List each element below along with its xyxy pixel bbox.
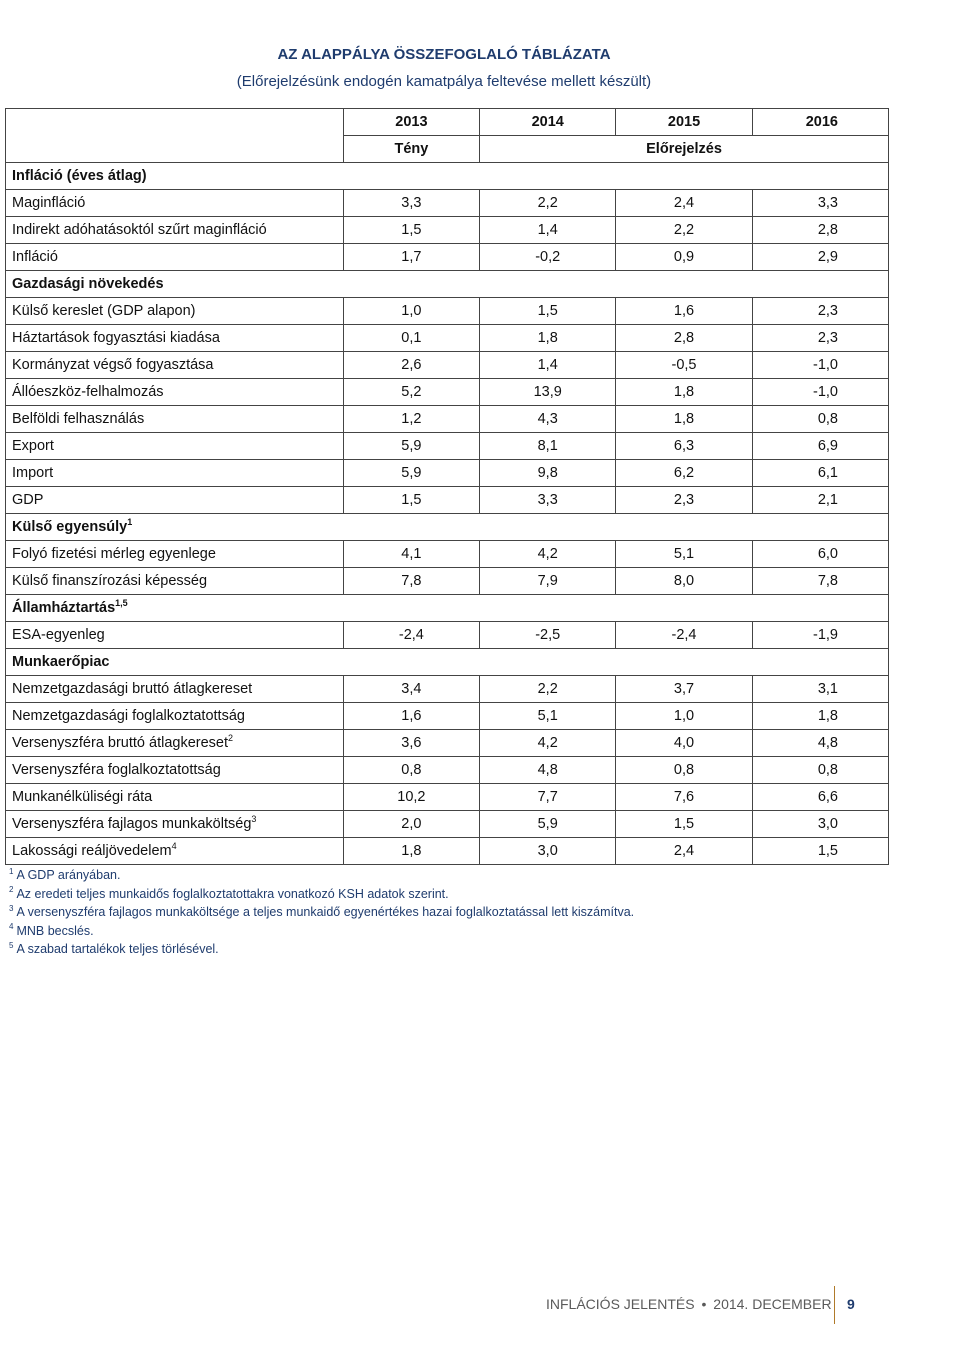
value-cell-2014: -0,2	[480, 244, 616, 271]
header-actual: Tény	[343, 136, 479, 163]
value-cell-2016: 6,6	[752, 784, 888, 811]
footnote-text: A szabad tartalékok teljes törlésével.	[16, 942, 219, 956]
row-label: Export	[12, 438, 54, 454]
row-label: Versenyszféra foglalkoztatottság	[12, 762, 221, 778]
page-footer	[546, 1296, 832, 1312]
value-cell-2014: 3,3	[480, 487, 616, 514]
footer-date: 2014. DECEMBER	[713, 1296, 832, 1312]
header-empty-cell	[6, 136, 344, 163]
section-label: Infláció (éves átlag)	[12, 168, 147, 184]
row-label-cell	[6, 433, 344, 460]
value-cell-2013: 0,1	[343, 325, 479, 352]
value-cell-2013: 1,5	[343, 487, 479, 514]
table-row	[6, 622, 889, 649]
table-row	[6, 838, 889, 865]
value-cell-2013: 2,0	[343, 811, 479, 838]
value-cell-2016: 6,1	[752, 460, 888, 487]
table-row	[6, 676, 889, 703]
value-cell-2014: 4,8	[480, 757, 616, 784]
value-cell-2015: 1,8	[616, 379, 752, 406]
row-label-cell	[6, 568, 344, 595]
header-row-type	[6, 136, 889, 163]
value-cell-2015: 1,6	[616, 298, 752, 325]
value-cell-2015: 5,1	[616, 541, 752, 568]
footnote-marker: 1,5	[115, 598, 128, 609]
section-label: Államháztartás	[12, 600, 116, 616]
value-cell-2013: 5,9	[343, 460, 479, 487]
value-cell-2015: 0,8	[616, 757, 752, 784]
row-label-cell	[6, 730, 344, 757]
footnote-text: A versenyszféra fajlagos munkaköltsége a teljes munkaidő egyenértékes hazai foglalkoztatással lett kiszámítva.	[16, 905, 635, 919]
footnote-marker: 3	[251, 814, 257, 825]
value-cell-2015: 2,3	[616, 487, 752, 514]
value-cell-2015: 0,9	[616, 244, 752, 271]
value-cell-2014: 3,0	[480, 838, 616, 865]
value-cell-2014: 7,7	[480, 784, 616, 811]
footer-separator	[834, 1286, 835, 1324]
footnote-marker: 4	[171, 841, 177, 852]
value-cell-2014: 1,4	[480, 352, 616, 379]
table-row	[6, 298, 889, 325]
row-label: Versenyszféra fajlagos munkaköltség	[12, 816, 252, 832]
row-label-cell	[6, 244, 344, 271]
table-row	[6, 325, 889, 352]
table-row	[6, 757, 889, 784]
value-cell-2015: 2,4	[616, 838, 752, 865]
row-label-cell	[6, 190, 344, 217]
value-cell-2013: 3,6	[343, 730, 479, 757]
value-cell-2015: 6,3	[616, 433, 752, 460]
row-label: Háztartások fogyasztási kiadása	[12, 330, 220, 346]
footnote	[9, 866, 634, 885]
value-cell-2014: 2,2	[480, 190, 616, 217]
value-cell-2014: 4,3	[480, 406, 616, 433]
table-row	[6, 406, 889, 433]
value-cell-2016: 6,0	[752, 541, 888, 568]
footnote	[9, 903, 634, 922]
value-cell-2013: 2,6	[343, 352, 479, 379]
footer-publication: INFLÁCIÓS JELENTÉS	[546, 1296, 695, 1312]
value-cell-2016: 0,8	[752, 757, 888, 784]
footnote-number: 3	[9, 903, 14, 913]
value-cell-2013: 7,8	[343, 568, 479, 595]
row-label-cell	[6, 325, 344, 352]
row-label: Infláció	[12, 249, 58, 265]
page-subtitle: (Előrejelzésünk endogén kamatpálya feltevése mellett készült)	[236, 73, 652, 90]
header-empty-cell	[6, 109, 344, 136]
row-label-cell	[6, 784, 344, 811]
value-cell-2013: 1,2	[343, 406, 479, 433]
row-label: Állóeszköz-felhalmozás	[12, 384, 164, 400]
value-cell-2013: 4,1	[343, 541, 479, 568]
footnote-text: A GDP arányában.	[16, 868, 121, 882]
table-row	[6, 379, 889, 406]
value-cell-2016: 1,5	[752, 838, 888, 865]
value-cell-2016: 7,8	[752, 568, 888, 595]
value-cell-2016: 3,3	[752, 190, 888, 217]
table-row	[6, 352, 889, 379]
footnote	[9, 885, 634, 904]
footnotes	[9, 866, 634, 959]
value-cell-2015: 2,2	[616, 217, 752, 244]
footnote-text: Az eredeti teljes munkaidős foglalkoztatottakra vonatkozó KSH adatok szerint.	[16, 886, 449, 901]
table-row	[6, 811, 889, 838]
value-cell-2016: 0,8	[752, 406, 888, 433]
page-number: 9	[847, 1296, 855, 1312]
value-cell-2016: 2,8	[752, 217, 888, 244]
header-year-2015: 2015	[616, 109, 752, 136]
value-cell-2015: 2,8	[616, 325, 752, 352]
summary-table	[5, 108, 889, 865]
value-cell-2015: 4,0	[616, 730, 752, 757]
value-cell-2016: -1,0	[752, 379, 888, 406]
value-cell-2013: 10,2	[343, 784, 479, 811]
value-cell-2013: 1,8	[343, 838, 479, 865]
value-cell-2014: 5,1	[480, 703, 616, 730]
table-row	[6, 730, 889, 757]
value-cell-2013: 0,8	[343, 757, 479, 784]
value-cell-2014: 9,8	[480, 460, 616, 487]
footnote-number: 4	[9, 922, 14, 932]
value-cell-2014: 7,9	[480, 568, 616, 595]
row-label: Külső finanszírozási képesség	[12, 573, 208, 589]
table-row	[6, 568, 889, 595]
table-row	[6, 541, 889, 568]
footnote	[9, 922, 634, 941]
value-cell-2015: 1,5	[616, 811, 752, 838]
value-cell-2015: 1,8	[616, 406, 752, 433]
value-cell-2013: 1,7	[343, 244, 479, 271]
row-label: GDP	[12, 492, 44, 508]
value-cell-2015: 1,0	[616, 703, 752, 730]
section-header	[6, 271, 889, 298]
table-row	[6, 460, 889, 487]
row-label-cell	[6, 379, 344, 406]
table-row	[6, 217, 889, 244]
row-label-cell	[6, 406, 344, 433]
row-label: Lakossági reáljövedelem	[12, 843, 172, 859]
value-cell-2016: -1,0	[752, 352, 888, 379]
value-cell-2015: 8,0	[616, 568, 752, 595]
row-label: Maginfláció	[12, 195, 86, 211]
value-cell-2013: 1,0	[343, 298, 479, 325]
footnote-number: 1	[9, 866, 14, 876]
value-cell-2014: 1,5	[480, 298, 616, 325]
value-cell-2016: 2,9	[752, 244, 888, 271]
footnote-text: MNB becslés.	[16, 923, 94, 938]
value-cell-2014: 4,2	[480, 730, 616, 757]
value-cell-2016: 6,9	[752, 433, 888, 460]
value-cell-2014: 1,8	[480, 325, 616, 352]
value-cell-2013: 3,3	[343, 190, 479, 217]
row-label-cell	[6, 622, 344, 649]
value-cell-2016: 2,1	[752, 487, 888, 514]
row-label-cell	[6, 298, 344, 325]
value-cell-2013: 1,5	[343, 217, 479, 244]
table-row	[6, 433, 889, 460]
footnote-marker: 2	[228, 733, 234, 744]
section-header	[6, 163, 889, 190]
value-cell-2016: -1,9	[752, 622, 888, 649]
header-year-2013: 2013	[343, 109, 479, 136]
value-cell-2014: 5,9	[480, 811, 616, 838]
table-row	[6, 487, 889, 514]
row-label: Nemzetgazdasági bruttó átlagkereset	[12, 681, 253, 697]
row-label: Import	[12, 465, 54, 481]
section-header	[6, 649, 889, 676]
row-label: Kormányzat végső fogyasztása	[12, 357, 214, 373]
table-row	[6, 190, 889, 217]
section-header	[6, 514, 889, 541]
row-label: Külső kereslet (GDP alapon)	[12, 303, 196, 319]
value-cell-2014: -2,5	[480, 622, 616, 649]
section-row	[6, 649, 889, 676]
footer-bullet: •	[701, 1296, 707, 1312]
value-cell-2015: 3,7	[616, 676, 752, 703]
value-cell-2013: -2,4	[343, 622, 479, 649]
row-label-cell	[6, 352, 344, 379]
row-label-cell	[6, 460, 344, 487]
row-label: Folyó fizetési mérleg egyenlege	[12, 546, 216, 562]
value-cell-2016: 2,3	[752, 298, 888, 325]
row-label-cell	[6, 838, 344, 865]
value-cell-2015: 2,4	[616, 190, 752, 217]
footnote-number: 5	[9, 940, 14, 950]
section-row	[6, 595, 889, 622]
header-forecast: Előrejelzés	[480, 136, 889, 163]
value-cell-2014: 13,9	[480, 379, 616, 406]
section-header	[6, 595, 889, 622]
footnote	[9, 940, 634, 959]
section-row	[6, 271, 889, 298]
row-label-cell	[6, 541, 344, 568]
header-year-2014: 2014	[480, 109, 616, 136]
value-cell-2015: 6,2	[616, 460, 752, 487]
section-label: Külső egyensúly	[12, 519, 128, 535]
value-cell-2016: 1,8	[752, 703, 888, 730]
row-label: Nemzetgazdasági foglalkoztatottság	[12, 708, 245, 724]
value-cell-2015: -2,4	[616, 622, 752, 649]
row-label-cell	[6, 757, 344, 784]
row-label-cell	[6, 217, 344, 244]
row-label-cell	[6, 487, 344, 514]
row-label: Indirekt adóhatásoktól szűrt maginfláció	[12, 222, 267, 238]
value-cell-2015: 7,6	[616, 784, 752, 811]
section-row	[6, 514, 889, 541]
row-label-cell	[6, 703, 344, 730]
table-row	[6, 703, 889, 730]
row-label: ESA-egyenleg	[12, 627, 105, 643]
value-cell-2016: 2,3	[752, 325, 888, 352]
value-cell-2014: 2,2	[480, 676, 616, 703]
row-label: Belföldi felhasználás	[12, 411, 145, 427]
header-year-2016: 2016	[752, 109, 888, 136]
value-cell-2014: 1,4	[480, 217, 616, 244]
footnote-marker: 1	[127, 517, 133, 528]
value-cell-2014: 4,2	[480, 541, 616, 568]
section-label: Munkaerőpiac	[12, 654, 110, 670]
value-cell-2016: 3,0	[752, 811, 888, 838]
row-label: Versenyszféra bruttó átlagkereset	[12, 735, 229, 751]
value-cell-2015: -0,5	[616, 352, 752, 379]
row-label-cell	[6, 811, 344, 838]
value-cell-2013: 5,2	[343, 379, 479, 406]
section-label: Gazdasági növekedés	[12, 276, 164, 292]
value-cell-2016: 4,8	[752, 730, 888, 757]
value-cell-2014: 8,1	[480, 433, 616, 460]
summary-table-body	[6, 109, 889, 865]
row-label: Munkanélküliségi ráta	[12, 789, 153, 805]
table-row	[6, 784, 889, 811]
table-row	[6, 244, 889, 271]
row-label-cell	[6, 676, 344, 703]
footnote-number: 2	[9, 885, 14, 895]
value-cell-2013: 5,9	[343, 433, 479, 460]
header-row-years	[6, 109, 889, 136]
value-cell-2013: 3,4	[343, 676, 479, 703]
value-cell-2013: 1,6	[343, 703, 479, 730]
section-row	[6, 163, 889, 190]
page-title: AZ ALAPPÁLYA ÖSSZEFOGLALÓ TÁBLÁZATA	[277, 46, 611, 63]
value-cell-2016: 3,1	[752, 676, 888, 703]
